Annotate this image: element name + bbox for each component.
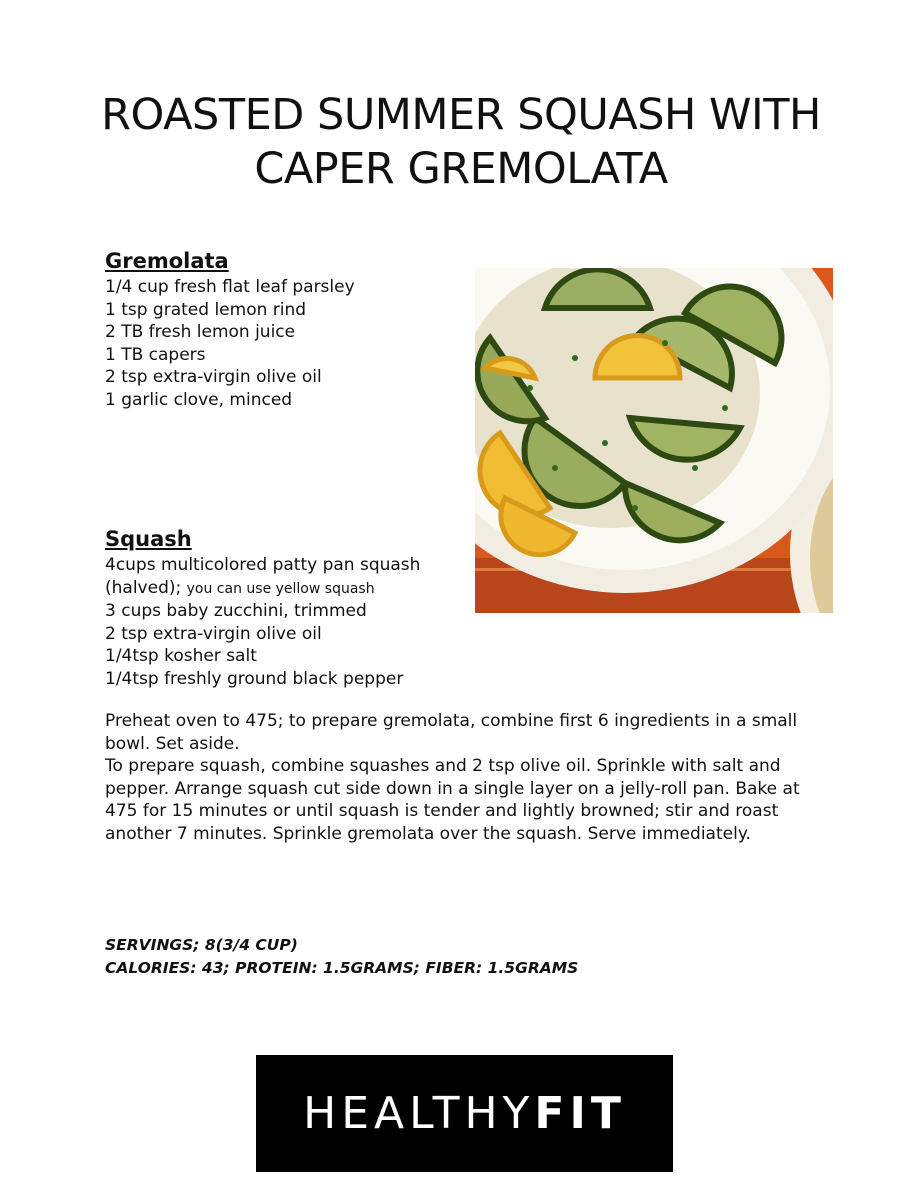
title-line-1: ROASTED SUMMER SQUASH WITH <box>101 90 821 140</box>
title-line-2: CAPER GREMOLATA <box>254 144 668 194</box>
substitution-note: you can use yellow squash <box>186 580 375 597</box>
list-item: 1 tsp grated lemon rind <box>105 299 307 320</box>
list-item <box>105 577 420 601</box>
instructions <box>105 710 835 846</box>
list-item: 1/4tsp kosher salt <box>105 646 257 667</box>
instructions-paragraph: Preheat oven to 475; to prepare gremolata, combine first 6 ingredients in a small bowl. Set aside. <box>105 711 798 754</box>
healthyfit-logo <box>256 1055 673 1172</box>
list-item: 2 tsp extra-virgin olive oil <box>105 623 322 644</box>
list-item: 1 TB capers <box>105 344 206 365</box>
squash-heading: Squash <box>105 527 192 551</box>
list-item: 3 cups baby zucchini, trimmed <box>105 601 367 622</box>
list-item: 1 garlic clove, minced <box>105 389 293 410</box>
recipe-title <box>0 88 922 196</box>
squash-ingredient-list <box>105 554 420 691</box>
gremolata-ingredient-list <box>105 276 355 412</box>
nutrition-info <box>105 934 578 980</box>
logo-text-fit: FIT <box>534 1088 626 1139</box>
logo-text-healthy: HEALTHY <box>303 1088 535 1139</box>
list-item: 1/4tsp freshly ground black pepper <box>105 668 404 689</box>
nutrition-facts-text: CALORIES: 43; PROTEIN: 1.5GRAMS; FIBER: 1.5GRAMS <box>105 959 579 977</box>
squash-dish-photo <box>475 268 833 613</box>
list-item: 2 TB fresh lemon juice <box>105 322 296 343</box>
list-item: 2 tsp extra-virgin olive oil <box>105 367 322 388</box>
instructions-paragraph: To prepare squash, combine squashes and 2 tsp olive oil. Sprinkle with salt and pepper. Arrange squash cut side down in a single layer on a jelly-roll pan. Bake at 475 for 15 minutes or until squash is tender and lightly browned; stir and roast another 7 minutes. Sprinkle gremolata over the squash. Serve immediately. <box>105 756 800 844</box>
list-item: 1/4 cup fresh flat leaf parsley <box>105 277 355 297</box>
list-item-text: (halved); <box>105 577 182 598</box>
servings-text: SERVINGS; 8(3/4 CUP) <box>105 936 298 954</box>
gremolata-heading: Gremolata <box>105 249 229 273</box>
list-item: 4cups multicolored patty pan squash <box>105 555 421 575</box>
